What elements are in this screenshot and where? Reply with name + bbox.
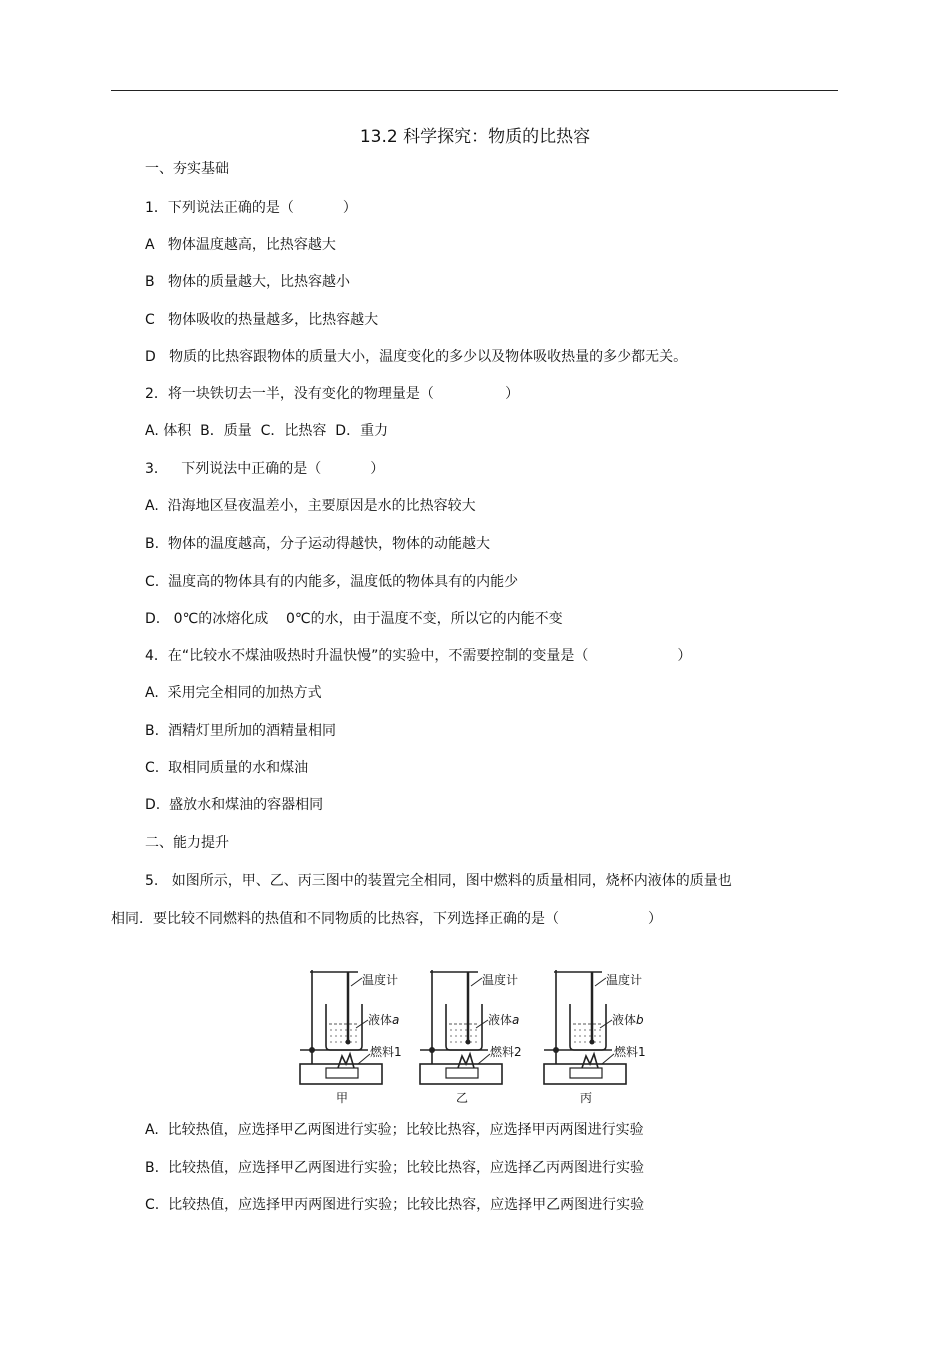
q1-option-c: C 物体吸收的热量越多，比热容越大	[145, 312, 379, 328]
thermometer-bulb	[346, 1040, 351, 1045]
page-title: 13.2 科学探究：物质的比热容	[359, 127, 591, 147]
panel-label: 乙	[456, 1091, 469, 1105]
clamp-knob	[429, 1047, 435, 1053]
leader-thermometer	[595, 978, 606, 986]
thermometer-label: 温度计	[482, 973, 519, 987]
q3-option-d: D. 0℃的冰熔化成 0℃的水，由于温度不变，所以它的内能不变	[145, 611, 563, 627]
clamp-knob	[309, 1047, 315, 1053]
thermometer-bulb	[466, 1040, 471, 1045]
liquid-variable: a	[392, 1013, 400, 1027]
q4-option-b: B. 酒精灯里所加的酒精量相同	[145, 723, 336, 739]
q1-option-b: B 物体的质量越大，比热容越小	[145, 274, 350, 290]
q1-option-a: A 物体温度越高，比热容越大	[145, 237, 336, 253]
q4-option-d: D. 盛放水和煤油的容器相同	[145, 797, 324, 813]
section-heading-basics: 一、夯实基础	[145, 161, 229, 177]
q4-option-c: C. 取相同质量的水和煤油	[145, 760, 309, 776]
q3-option-b: B. 物体的温度越高，分子运动得越快，物体的动能越大	[145, 536, 490, 552]
apparatus-panel-yi	[420, 970, 522, 1105]
liquid-label: 液体a	[488, 1013, 520, 1027]
q5-stem-line2: 相同．要比较不同燃料的热值和不同物质的比热容，下列选择正确的是（ ）	[111, 911, 663, 927]
fuel-burner	[446, 1068, 478, 1078]
leader-thermometer	[351, 978, 362, 986]
fuel-burner	[326, 1068, 358, 1078]
fuel-label: 燃料1	[614, 1045, 646, 1059]
leader-fuel	[478, 1054, 490, 1064]
panel-label: 甲	[336, 1091, 349, 1105]
header-rule	[111, 90, 838, 91]
q1-stem: 1．下列说法正确的是（ ）	[145, 200, 357, 216]
q4-stem: 4．在“比较水不煤油吸热时升温快慢”的实验中，不需要控制的变量是（ ）	[145, 648, 692, 664]
q3-option-a: A. 沿海地区昼夜温差小，主要原因是水的比热容较大	[145, 498, 476, 514]
q2-stem: 2．将一块铁切去一半，没有变化的物理量是（ ）	[145, 386, 520, 402]
q3-stem: 3． 下列说法中正确的是（ ）	[145, 461, 385, 477]
q3-option-c: C. 温度高的物体具有的内能多，温度低的物体具有的内能少	[145, 574, 519, 590]
section-heading-advanced: 二、能力提升	[145, 835, 229, 851]
fuel-burner	[570, 1068, 602, 1078]
liquid-variable: a	[512, 1013, 520, 1027]
leader-fuel	[358, 1054, 370, 1064]
panel-label: 丙	[580, 1091, 593, 1105]
thermometer-bulb	[590, 1040, 595, 1045]
q1-option-d: D 物质的比热容跟物体的质量大小，温度变化的多少以及物体吸收热量的多少都无关。	[145, 349, 688, 365]
leader-fuel	[602, 1054, 614, 1064]
fuel-label: 燃料2	[490, 1045, 522, 1059]
q4-option-a: A. 采用完全相同的加热方式	[145, 685, 322, 701]
liquid-variable: b	[636, 1013, 644, 1027]
fuel-label: 燃料1	[370, 1045, 402, 1059]
apparatus-figure	[296, 942, 682, 1110]
thermometer-label: 温度计	[606, 973, 643, 987]
q5-option-c: C. 比较热值，应选择甲丙两图进行实验；比较比热容，应选择甲乙两图进行实验	[145, 1197, 645, 1213]
liquid-label: 液体b	[612, 1013, 644, 1027]
q2-options: A. 体积 B．质量 C．比热容 D．重力	[145, 423, 389, 439]
leader-thermometer	[471, 978, 482, 986]
clamp-knob	[553, 1047, 559, 1053]
q5-option-a: A. 比较热值，应选择甲乙两图进行实验；比较比热容，应选择甲丙两图进行实验	[145, 1122, 644, 1138]
q5-stem-line1: 5. 如图所示，甲、乙、丙三图中的装置完全相同，图中燃料的质量相同，烧杯内液体的质量也	[145, 873, 732, 889]
thermometer-label: 温度计	[362, 973, 399, 987]
apparatus-panel-bing	[544, 970, 646, 1105]
apparatus-panel-jia	[300, 970, 402, 1105]
q5-option-b: B. 比较热值，应选择甲乙两图进行实验；比较比热容，应选择乙丙两图进行实验	[145, 1160, 644, 1176]
liquid-label: 液体a	[368, 1013, 400, 1027]
